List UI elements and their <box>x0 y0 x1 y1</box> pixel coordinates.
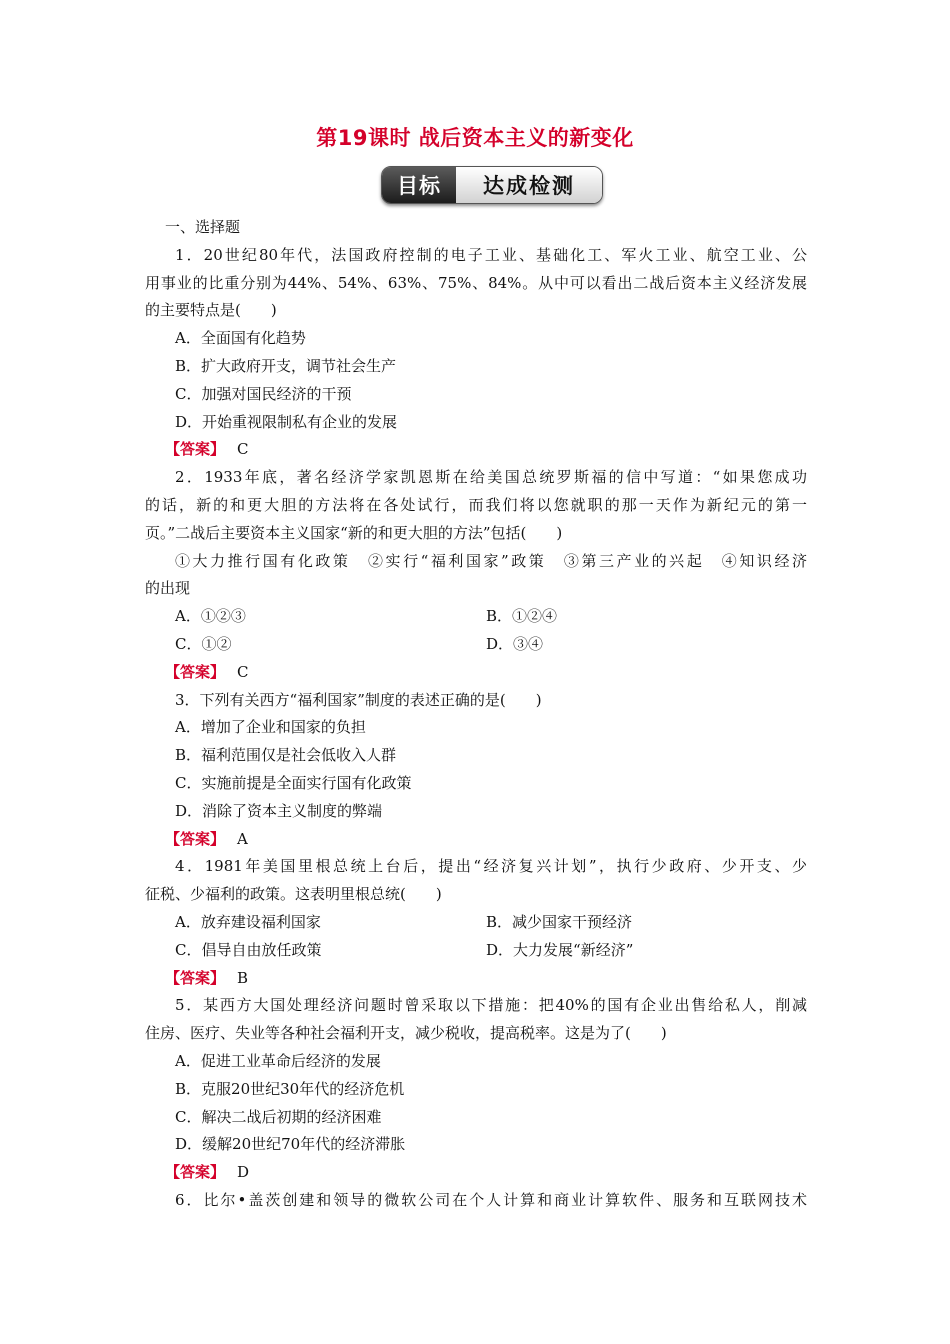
question-2-line: 页。”二战后主要资本主义国家“新的和更大胆的方法”包括( ) <box>145 523 563 542</box>
question-2-option-c: C．①② <box>175 634 232 653</box>
banner-label-check: 达成检测 <box>456 167 602 203</box>
answer-tag: 【答案】 <box>165 662 226 681</box>
page-title: 第19课时 战后资本主义的新变化 <box>316 126 634 150</box>
answer-tag: 【答案】 <box>165 1163 226 1182</box>
answer-value: C <box>237 662 249 681</box>
answer-tag: 【答案】 <box>165 968 226 987</box>
answer-tag: 【答案】 <box>165 829 226 848</box>
question-5-answer <box>145 1159 807 1187</box>
question-5-line: 住房、医疗、失业等各种社会福利开支，减少税收，提高税率。这是为了( ) <box>145 1024 667 1043</box>
question-5-option-c: C．解决二战后初期的经济困难 <box>175 1107 382 1126</box>
question-1-line: 的主要特点是( ) <box>145 301 277 320</box>
question-2-line: ①大力推行国有化政策 ②实行“福利国家”政策 ③第三产业的兴起 ④知识经济 <box>175 551 807 570</box>
question-2-option-a: A．①②③ <box>175 607 246 626</box>
question-1-answer <box>145 436 807 464</box>
question-4-options-row <box>145 937 807 965</box>
banner-label-target: 目标 <box>382 167 456 203</box>
question-1-line: 用事业的比重分别为44%、54%、63%、75%、84%。从中可以看出二战后资本主义经济发展 <box>145 273 807 292</box>
question-1-option-a: A．全面国有化趋势 <box>175 329 306 348</box>
question-1-option-c: C．加强对国民经济的干预 <box>175 384 352 403</box>
answer-value: B <box>237 968 249 987</box>
question-5-line: 5．某西方大国处理经济问题时曾采取以下措施：把40%的国有企业出售给私人，削减 <box>175 996 807 1015</box>
question-list <box>145 214 807 1215</box>
question-5-option-a: A．促进工业革命后经济的发展 <box>175 1051 381 1070</box>
question-4-option-d: D．大力发展“新经济” <box>486 940 634 959</box>
question-4-options-row <box>145 909 807 937</box>
question-2-option-d: D．③④ <box>486 634 544 653</box>
question-2-options-row <box>145 603 807 631</box>
question-2-line: 的话，新的和更大胆的方法将在各处试行，而我们将以您就职的那一天作为新纪元的第一 <box>145 495 807 514</box>
answer-value: A <box>237 829 248 848</box>
question-2-options-row <box>145 631 807 659</box>
question-3-option-d: D．消除了资本主义制度的弊端 <box>175 801 383 820</box>
question-3-option-a: A．增加了企业和国家的负担 <box>175 718 366 737</box>
answer-value: C <box>237 440 249 459</box>
section-banner <box>381 166 603 204</box>
question-3-option-c: C．实施前提是全面实行国有化政策 <box>175 773 412 792</box>
question-4-line: 4．1981年美国里根总统上台后，提出“经济复兴计划”，执行少政府、少开支、少 <box>175 857 807 876</box>
question-2-answer <box>145 659 807 687</box>
question-5-option-d: D．缓解20世纪70年代的经济滞胀 <box>175 1135 406 1154</box>
question-3-line: 3．下列有关西方“福利国家”制度的表述正确的是( ) <box>175 690 542 709</box>
question-3-option-b: B．福利范围仅是社会低收入人群 <box>175 746 397 765</box>
question-2-line: 的出现 <box>145 579 191 598</box>
question-1-line: 1．20世纪80年代，法国政府控制的电子工业、基础化工、军火工业、航空工业、公 <box>175 245 807 264</box>
question-2-line: 2．1933年底，著名经济学家凯恩斯在给美国总统罗斯福的信中写道：“如果您成功 <box>175 468 807 487</box>
question-1-option-d: D．开始重视限制私有企业的发展 <box>175 412 398 431</box>
question-6-line: 6．比尔•盖茨创建和领导的微软公司在个人计算和商业计算软件、服务和互联网技术 <box>175 1190 807 1209</box>
answer-value: D <box>237 1163 250 1182</box>
answer-tag: 【答案】 <box>165 440 226 459</box>
question-4-option-a: A．放弃建设福利国家 <box>175 912 321 931</box>
question-5-option-b: B．克服20世纪30年代的经济危机 <box>175 1079 405 1098</box>
question-3-answer <box>145 826 807 854</box>
question-4-line: 征税、少福利的政策。这表明里根总统( ) <box>145 885 442 904</box>
question-4-answer <box>145 965 807 993</box>
question-4-option-b: B．减少国家干预经济 <box>486 912 633 931</box>
question-4-option-c: C．倡导自由放任政策 <box>175 940 322 959</box>
question-1-option-b: B．扩大政府开支，调节社会生产 <box>175 356 397 375</box>
section-heading: 一、选择题 <box>165 218 241 236</box>
question-2-option-b: B．①②④ <box>486 607 558 626</box>
